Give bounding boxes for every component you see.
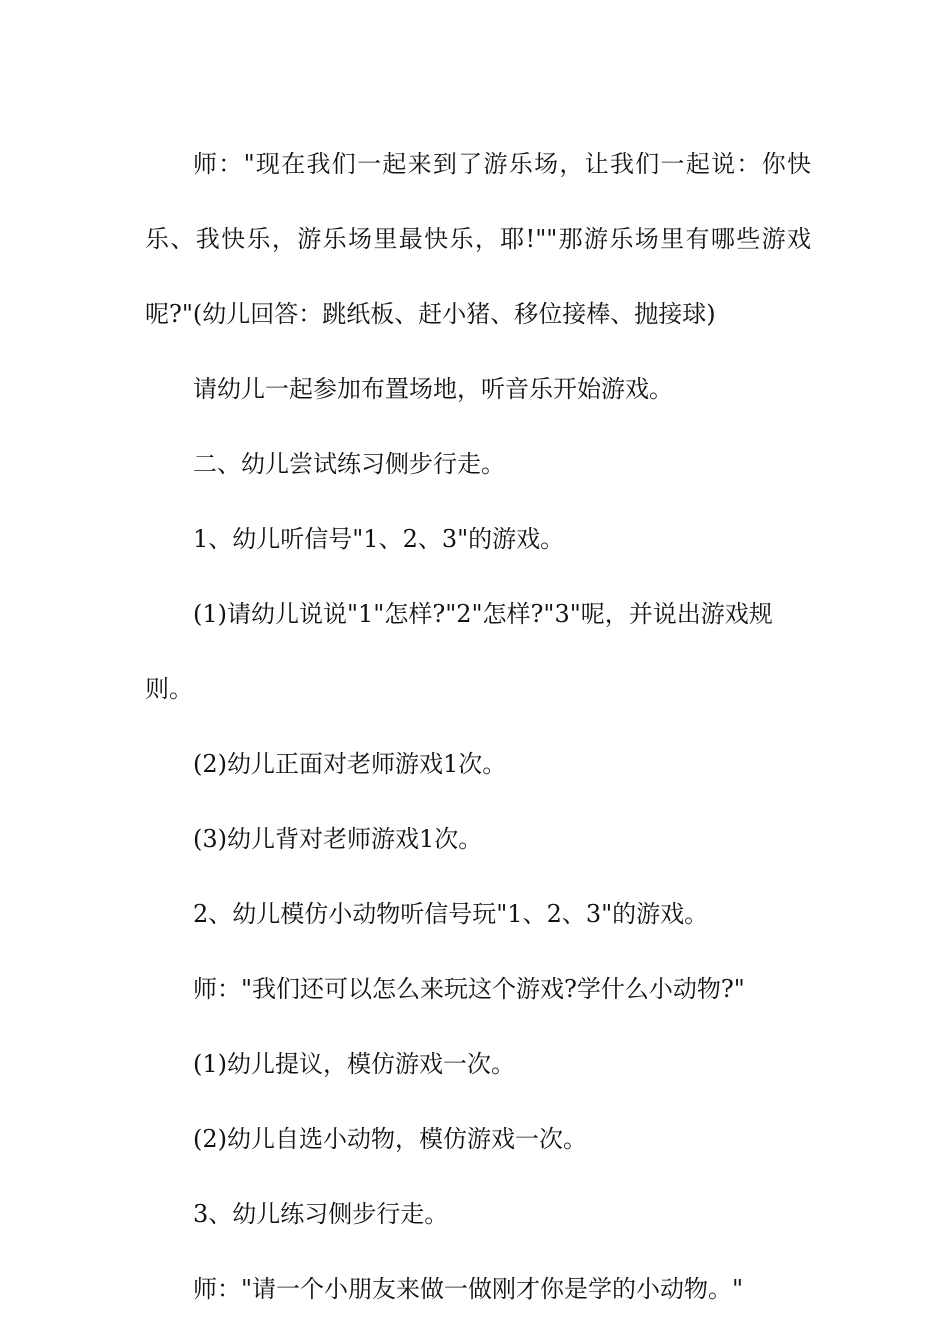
document-body xyxy=(145,127,811,1327)
paragraph-teacher-intro: 师："现在我们一起来到了游乐场，让我们一起说：你快乐、我快乐，游乐场里最快乐，耶!""那游乐场里有哪些游戏呢?"(幼儿回答：跳纸板、赶小猪、移位接棒、抛接球) xyxy=(145,150,811,328)
paragraph-teacher-request: 师："请一个小朋友来做一做刚才你是学的小动物。" xyxy=(193,1275,744,1303)
paragraph-item-3: 3、幼儿练习侧步行走。 xyxy=(193,1200,449,1228)
paragraph-teacher-question: 师："我们还可以怎么来玩这个游戏?学什么小动物?" xyxy=(193,975,745,1003)
paragraph-item-1-1: (1)请幼儿说说"1"怎样?"2"怎样?"3"呢，并说出游戏规则。 xyxy=(145,600,773,703)
paragraph-item-1: 1、幼儿听信号"1、2、3"的游戏。 xyxy=(193,525,565,553)
paragraph-item-2-2: (2)幼儿自选小动物，模仿游戏一次。 xyxy=(193,1125,587,1153)
paragraph-item-1-3: (3)幼儿背对老师游戏1次。 xyxy=(193,825,483,853)
paragraph-item-2: 2、幼儿模仿小动物听信号玩"1、2、3"的游戏。 xyxy=(193,900,709,928)
paragraph-section-two-heading: 二、幼儿尝试练习侧步行走。 xyxy=(193,450,505,478)
paragraph-setup-venue: 请幼儿一起参加布置场地，听音乐开始游戏。 xyxy=(193,375,673,403)
paragraph-item-2-1: (1)幼儿提议，模仿游戏一次。 xyxy=(193,1050,515,1078)
paragraph-item-1-2: (2)幼儿正面对老师游戏1次。 xyxy=(193,750,507,778)
